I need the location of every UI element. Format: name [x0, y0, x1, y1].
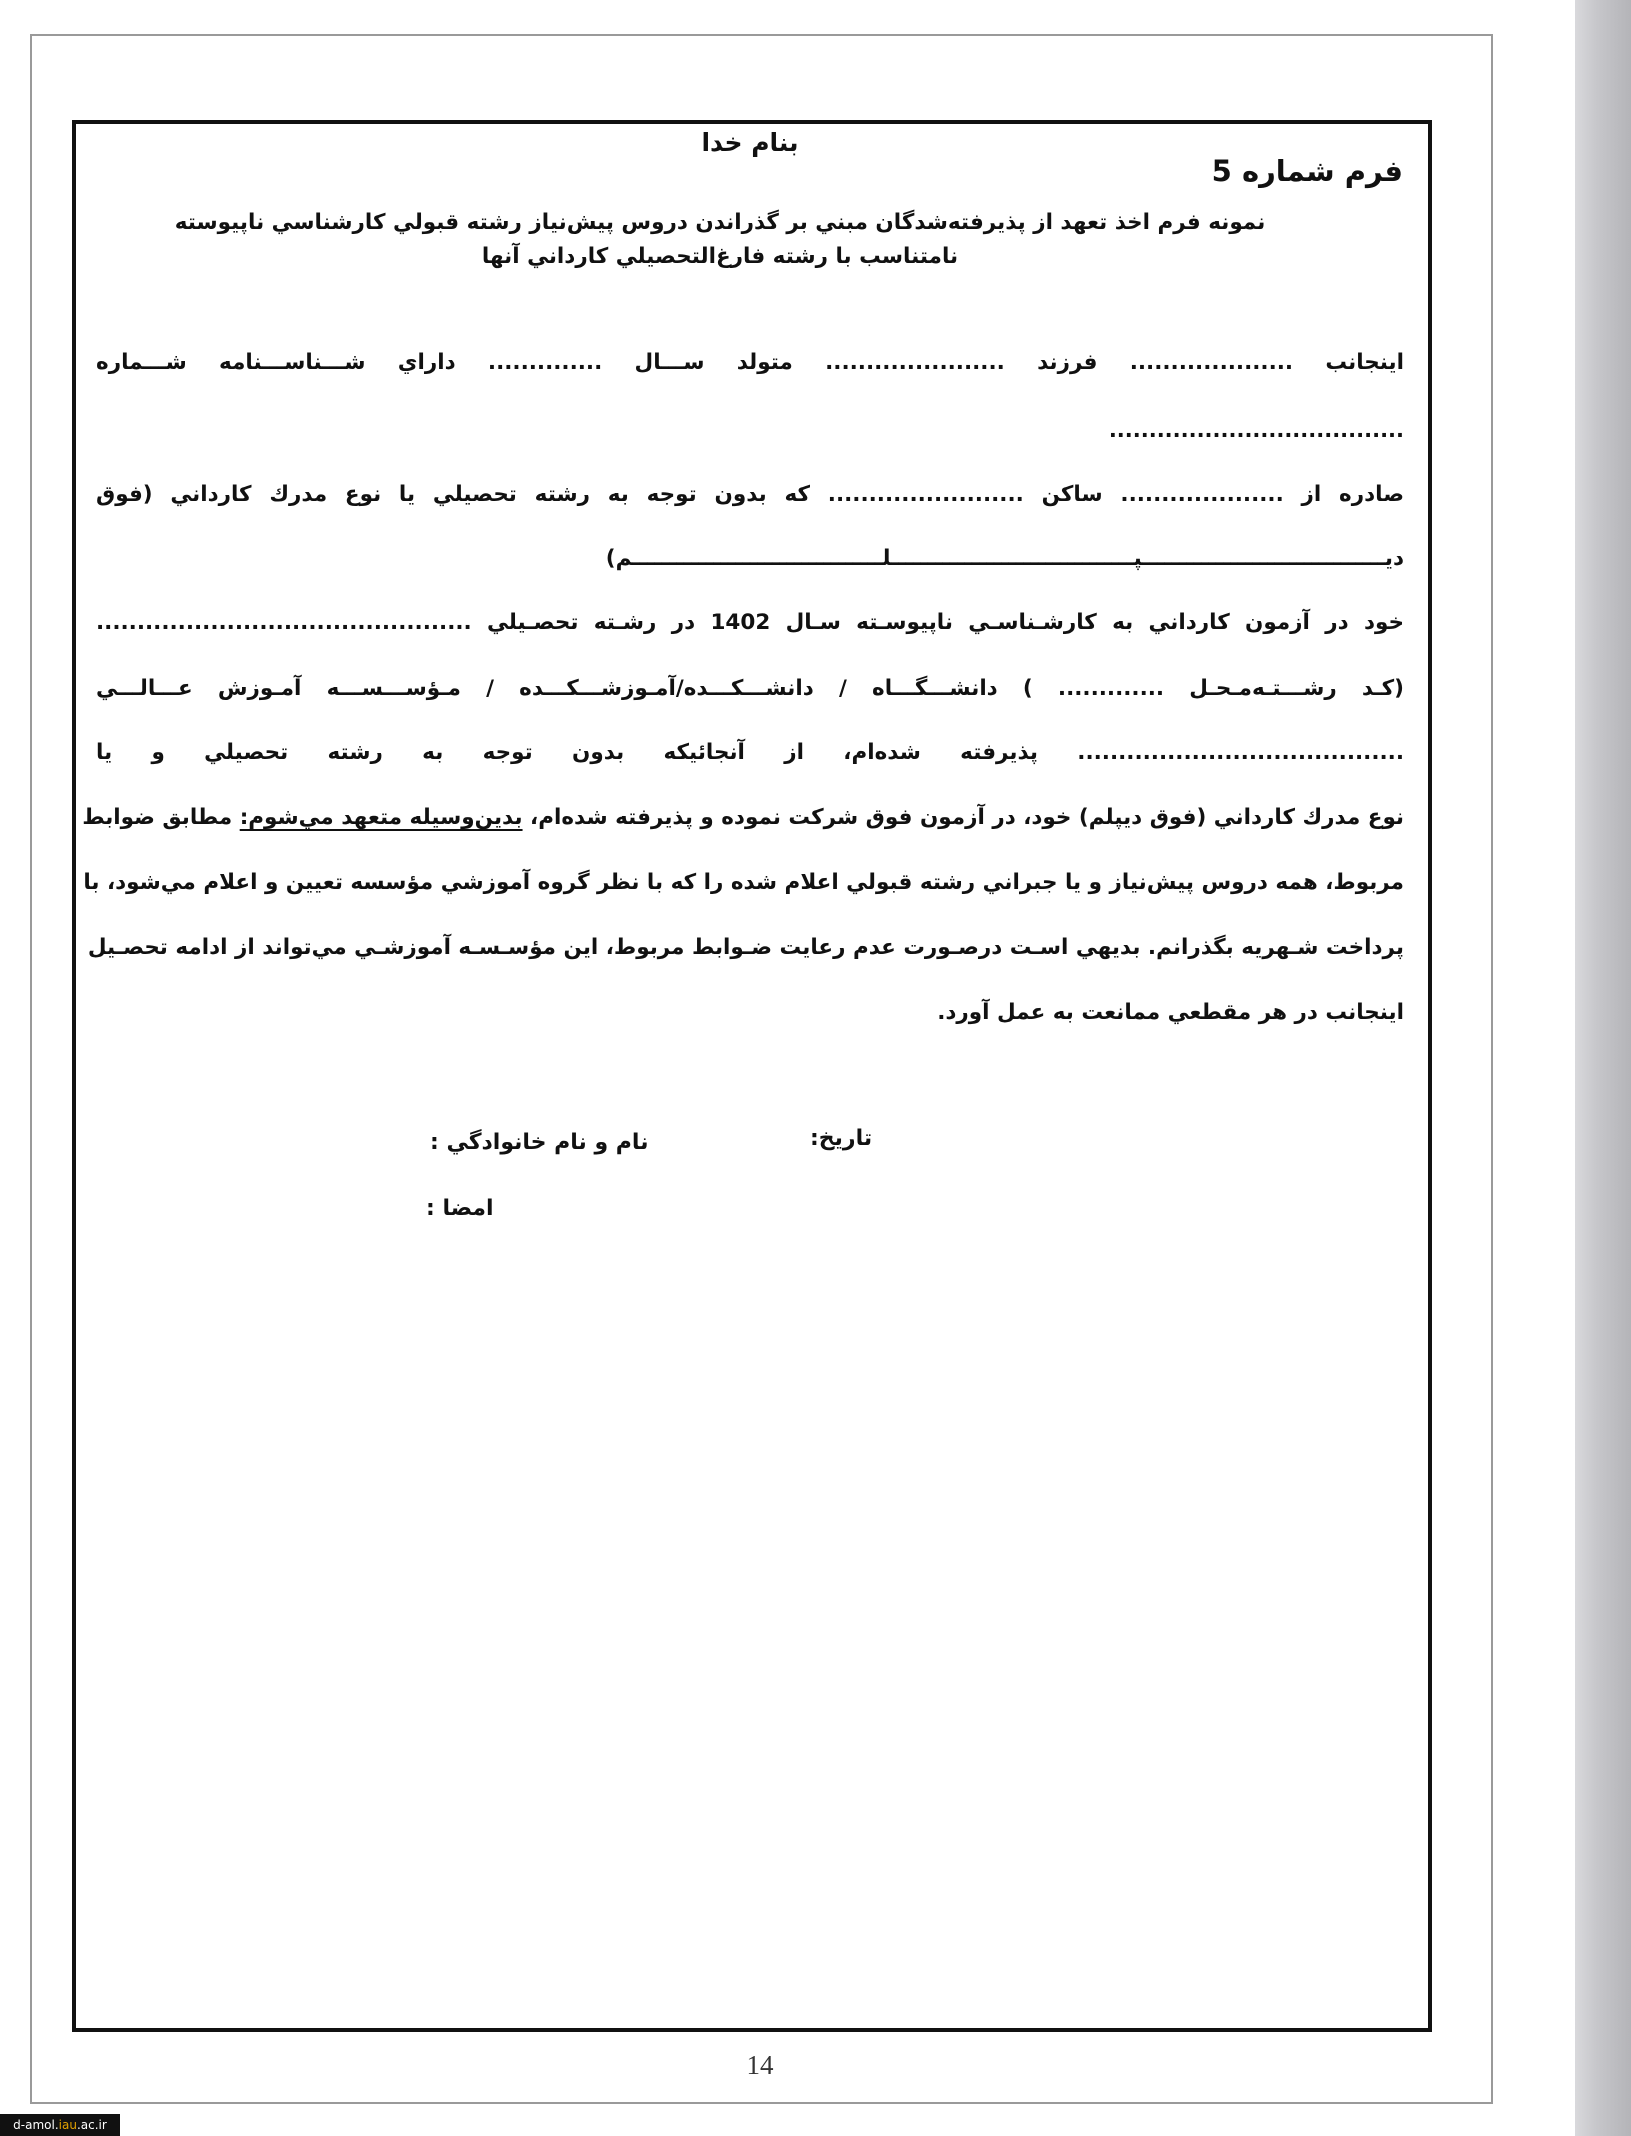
site-watermark	[0, 2114, 120, 2136]
body-line-8: مربوط، همه دروس پيش‌نياز و يا جبراني رشته قبولي اعلام شده را كه با نظر گروه آموزشي مؤسسه تعيين و اعلام مي‌شود، با	[83, 870, 1404, 895]
form-title-line-2: نامتناسب با رشته فارغ‌التحصيلي كارداني آنها	[481, 244, 959, 269]
page-number: 14	[746, 2050, 774, 2080]
watermark-suffix: .ac.ir	[76, 2118, 107, 2132]
full-name-label: نام و نام خانوادگي :	[430, 1130, 649, 1155]
body-line-7-end: مطابق ضوابط	[82, 805, 240, 830]
body-line-2: صادره از .................... ساكن ........................ كه بدون توجه به رشته تحصيلي يا نوع مدرك كارداني (فوق	[96, 482, 1404, 507]
form-title-line-1: نمونه فرم اخذ تعهد از پذيرفته‌شدگان مبني بر گذراندن دروس پيش‌نياز رشته قبولي كارشناسي ناپيوسته	[174, 210, 1266, 235]
body-line-4: خود در آزمون كارداني به كارشـناسـي ناپيوسـته سـال 1402 در رشـته تحصـيلي ..............................................	[96, 610, 1404, 635]
form-title	[160, 206, 1280, 274]
body-line-6: ........................................ پذيرفته شده‌ام، از آنجائيكه بدون توجه به رشته تحصيلي و يا	[96, 740, 1404, 765]
body-line-1: اينجانب .................... فرزند ...................... متولد ســـال .............. داراي شـــناســـنامه شـــماره	[96, 350, 1404, 375]
scan-edge-shadow	[1575, 0, 1631, 2136]
bismillah-heading: بنام خدا	[701, 128, 799, 157]
date-label: تاريخ:	[810, 1126, 873, 1151]
body-line-5: (كـد رشـــتـه‌مـحـل ............. ) دانشـــگـــاه / دانشـــكـــده/آمـوزشـــكـــده / مـؤســـســـه آمـوزش عـــالـــي	[96, 676, 1404, 701]
commitment-phrase: بدين‌وسيله متعهد مي‌شوم:	[239, 805, 523, 830]
signature-label: امضا :	[426, 1196, 494, 1221]
body-line-7	[82, 805, 1404, 830]
watermark-prefix: d-amol.	[13, 2118, 59, 2132]
form-border	[72, 120, 1432, 2032]
body-line-10: اينجانب در هر مقطعي ممانعت به عمل آورد.	[937, 1000, 1404, 1025]
body-line-3: ديـــــــــــــــــــــــــــــــــپـــــــــــــــــــــــــــــــــلــــــــــــــــــــــــــــــــــم)	[605, 546, 1404, 571]
body-line-7-start: نوع مدرك كارداني (فوق ديپلم) خود، در آزمون فوق شركت نموده و پذيرفته شده‌ام،	[522, 805, 1404, 830]
body-line-1-continuation: .....................................	[1108, 418, 1404, 442]
body-line-9: پرداخت شـهريه بگذرانم. بديهي اسـت درصـورت عدم رعايت ضـوابط مربوط، اين مؤسـسـه آموزشـي مي‌تواند از ادامه تحصـيل	[87, 935, 1404, 960]
form-number: فرم شماره 5	[1211, 154, 1403, 188]
watermark-accent: iau	[58, 2118, 77, 2132]
